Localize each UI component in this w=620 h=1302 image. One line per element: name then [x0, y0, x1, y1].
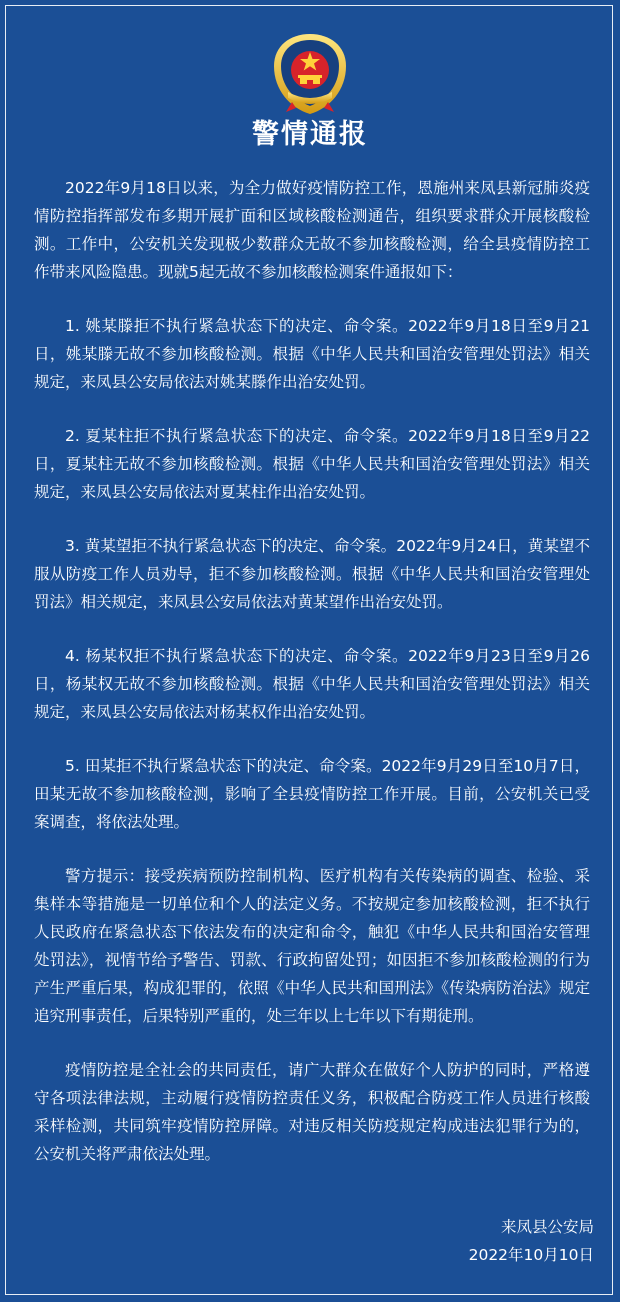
bulletin-body [34, 174, 590, 1168]
intro-paragraph: 2022年9月18日以来，为全力做好疫情防控工作，恩施州来凤县新冠肺炎疫情防控指挥部发布多期开展扩面和区域核酸检测通告，组织要求群众开展核酸检测。工作中，公安机关发现极少数群众无故不参加核酸检测，给全县疫情防控工作带来风险隐患。现就5起无故不参加核酸检测案件通报如下： [34, 179, 590, 281]
case-paragraph-2: 2. 夏某柱拒不执行紧急状态下的决定、命令案。2022年9月18日至9月22日，夏某柱无故不参加核酸检测。根据《中华人民共和国治安管理处罚法》相关规定，来凤县公安局依法对夏某柱作出治安处罚。 [34, 427, 590, 501]
case-paragraph-5: 5. 田某拒不执行紧急状态下的决定、命令案。2022年9月29日至10月7日，田某无故不参加核酸检测，影响了全县疫情防控工作开展。目前，公安机关已受案调查，将依法处理。 [34, 757, 590, 831]
page-title: 警情通报 [252, 119, 368, 150]
police-emblem-icon [272, 32, 348, 116]
police-notice-paragraph: 警方提示：接受疾病预防控制机构、医疗机构有关传染病的调查、检验、采集样本等措施是一切单位和个人的法定义务。不按规定参加核酸检测，拒不执行人民政府在紧急状态下依法发布的决定和命令，触犯《中华人民共和国治安管理处罚法》，视情节给予警告、罚款、行政拘留处罚；如因拒不参加核酸检测的行为产生严重后果，构成犯罪的，依照《中华人民共和国刑法》《传染病防治法》规定追究刑事责任，后果特别严重的，处三年以上七年以下有期徒刑。 [34, 867, 590, 1025]
signature-block [469, 1213, 594, 1269]
closing-paragraph: 疫情防控是全社会的共同责任，请广大群众在做好个人防护的同时，严格遵守各项法律法规，主动履行疫情防控责任义务，积极配合防疫工作人员进行核酸采样检测，共同筑牢疫情防控屏障。对违反相关防疫规定构成违法犯罪行为的，公安机关将严肃依法处理。 [34, 1061, 590, 1163]
issue-date: 2022年10月10日 [468, 1246, 594, 1264]
case-paragraph-4: 4. 杨某权拒不执行紧急状态下的决定、命令案。2022年9月23日至9月26日，杨某权无故不参加核酸检测。根据《中华人民共和国治安管理处罚法》相关规定，来凤县公安局依法对杨某权作出治安处罚。 [34, 647, 590, 721]
case-paragraph-1: 1. 姚某滕拒不执行紧急状态下的决定、命令案。2022年9月18日至9月21日，姚某滕无故不参加核酸检测。根据《中华人民共和国治安管理处罚法》相关规定，来凤县公安局依法对姚某滕作出治安处罚。 [34, 317, 590, 391]
case-paragraph-3: 3. 黄某望拒不执行紧急状态下的决定、命令案。2022年9月24日，黄某望不服从防疫工作人员劝导，拒不参加核酸检测。根据《中华人民共和国治安管理处罚法》相关规定，来凤县公安局依法对黄某望作出治安处罚。 [34, 537, 590, 611]
issuer-name: 来凤县公安局 [500, 1218, 594, 1236]
